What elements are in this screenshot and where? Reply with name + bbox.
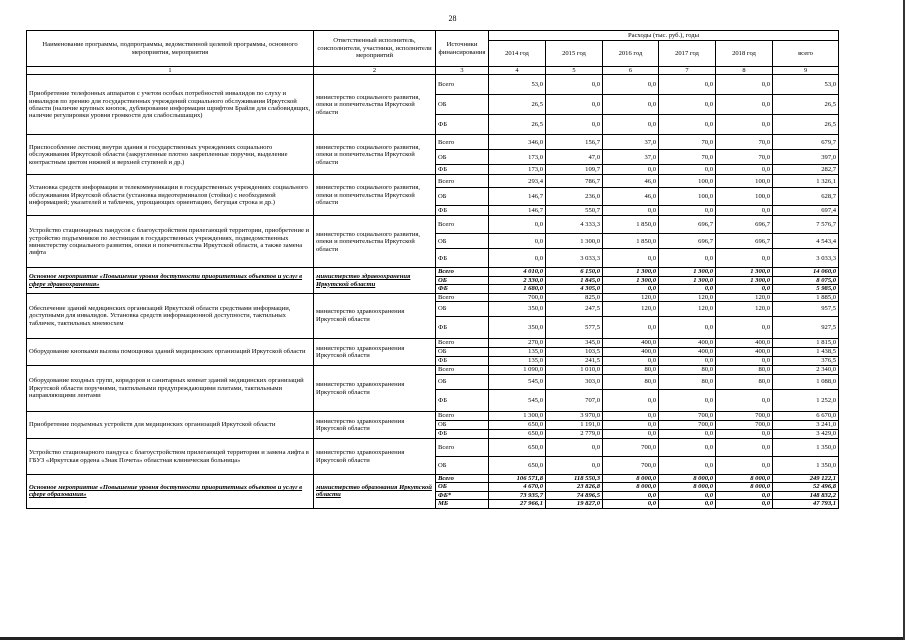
table-row <box>27 268 839 276</box>
total-value: 53,0 <box>773 75 839 95</box>
total-value: 1 350,0 <box>773 439 839 457</box>
year-value: 70,0 <box>716 135 773 150</box>
year-value: 0,0 <box>603 206 659 216</box>
table-row <box>27 439 839 457</box>
executor-name: министерство здравоохранения Иркутской области <box>314 339 436 366</box>
total-value: 1 326,1 <box>773 175 839 188</box>
total-value: 679,7 <box>773 135 839 150</box>
year-value: 1 090,0 <box>489 366 546 375</box>
year-value: 1 300,0 <box>716 276 773 284</box>
funding-source: Всего <box>436 439 489 457</box>
year-value: 8 000,0 <box>603 483 659 491</box>
year-value: 0,0 <box>716 249 773 268</box>
funding-source: Всего <box>436 175 489 188</box>
header-source: Источники финансирования <box>436 31 489 67</box>
funding-source: ОБ <box>436 348 489 357</box>
year-value: 696,7 <box>716 216 773 234</box>
funding-source: МБ <box>436 500 489 508</box>
year-value: 0,0 <box>546 439 603 457</box>
year-value: 3 970,0 <box>546 412 603 421</box>
total-value: 397,0 <box>773 150 839 165</box>
total-value: 26,5 <box>773 95 839 115</box>
year-value: 120,0 <box>659 302 716 317</box>
year-value: 786,7 <box>546 175 603 188</box>
year-value: 0,0 <box>716 357 773 366</box>
year-value: 700,0 <box>659 412 716 421</box>
measure-name: Основное мероприятие «Повышение уровня доступности приоритетных объектов и услуг в сфере образования» <box>27 475 314 509</box>
year-value: 0,0 <box>603 500 659 508</box>
year-value: 70,0 <box>659 150 716 165</box>
year-value: 0,0 <box>603 115 659 135</box>
year-value: 26,5 <box>489 115 546 135</box>
year-value: 8 000,0 <box>659 483 716 491</box>
year-value: 0,0 <box>489 216 546 234</box>
year-value: 0,0 <box>659 357 716 366</box>
year-value: 26,5 <box>489 95 546 115</box>
year-value: 27 966,1 <box>489 500 546 508</box>
year-value: 0,0 <box>716 165 773 175</box>
year-value: 0,0 <box>603 430 659 439</box>
year-value: 0,0 <box>659 206 716 216</box>
funding-source: ФБ <box>436 285 489 293</box>
header-year: 2014 год <box>489 41 546 67</box>
total-value: 628,7 <box>773 188 839 206</box>
year-value: 80,0 <box>603 366 659 375</box>
year-value: 650,0 <box>489 430 546 439</box>
year-value: 46,0 <box>603 175 659 188</box>
year-value: 8 000,0 <box>659 475 716 483</box>
year-value: 0,0 <box>489 249 546 268</box>
year-value: 696,7 <box>716 234 773 249</box>
year-value: 173,0 <box>489 165 546 175</box>
year-value: 1 680,0 <box>489 285 546 293</box>
year-value: 0,0 <box>603 75 659 95</box>
year-value: 0,0 <box>716 75 773 95</box>
year-value: 400,0 <box>716 339 773 348</box>
total-value: 6 670,0 <box>773 412 839 421</box>
year-value: 700,0 <box>603 457 659 475</box>
funding-source: ОБ <box>436 234 489 249</box>
year-value: 0,0 <box>659 115 716 135</box>
year-value: 1 850,0 <box>603 234 659 249</box>
year-value: 2 779,0 <box>546 430 603 439</box>
table-row <box>27 412 839 421</box>
table-row <box>27 175 839 188</box>
year-value: 4 670,0 <box>489 483 546 491</box>
year-value: 23 826,8 <box>546 483 603 491</box>
year-value: 1 010,0 <box>546 366 603 375</box>
year-value: 80,0 <box>603 375 659 390</box>
measure-name: Обеспечение зданий медицинских организаций Иркутской области средствами информации, доступными для инвалидов. Установка средств информационной доступности, тактильных табличек, тактильных мнемосхем <box>27 293 314 338</box>
year-value: 47,0 <box>546 150 603 165</box>
col-number: 4 <box>489 67 546 75</box>
total-value: 1 088,0 <box>773 375 839 390</box>
col-number: 2 <box>314 67 436 75</box>
year-value: 8 000,0 <box>716 475 773 483</box>
total-value: 1 885,0 <box>773 293 839 301</box>
total-value: 1 252,0 <box>773 390 839 412</box>
year-value: 400,0 <box>603 339 659 348</box>
executor-name: министерство образования Иркутской области <box>314 475 436 509</box>
year-value: 0,0 <box>603 249 659 268</box>
funding-source: Всего <box>436 412 489 421</box>
year-value: 700,0 <box>716 421 773 430</box>
funding-source: ОБ <box>436 150 489 165</box>
year-value: 120,0 <box>716 293 773 301</box>
year-value: 120,0 <box>603 302 659 317</box>
year-value: 247,5 <box>546 302 603 317</box>
year-value: 545,0 <box>489 390 546 412</box>
year-value: 400,0 <box>659 339 716 348</box>
table-row <box>27 339 839 348</box>
year-value: 700,0 <box>716 412 773 421</box>
year-value: 550,7 <box>546 206 603 216</box>
year-value: 400,0 <box>659 348 716 357</box>
header-program: Наименование программы, подпрограммы, ведомственной целевой программы, основного мероприятия, мероприятия <box>27 31 314 67</box>
year-value: 700,0 <box>489 293 546 301</box>
year-value: 0,0 <box>603 165 659 175</box>
year-value: 400,0 <box>716 348 773 357</box>
col-number: 8 <box>716 67 773 75</box>
year-value: 120,0 <box>603 293 659 301</box>
year-value: 70,0 <box>716 150 773 165</box>
year-value: 73 935,7 <box>489 491 546 499</box>
measure-name: Приобретение телефонных аппаратов с учетом особых потребностей инвалидов по слуху и инвалидов по зрению для государственных учреждений социального обслуживания Иркутской области (наличие крупных кнопок, дублирование информации шрифтом Брайля для слабовидящих, наличие регулировки уровня громкости для слабослышащих) <box>27 75 314 135</box>
year-value: 293,4 <box>489 175 546 188</box>
year-value: 650,0 <box>489 439 546 457</box>
executor-name: министерство социального развития, опеки и попечительства Иркутской области <box>314 75 436 135</box>
year-value: 346,0 <box>489 135 546 150</box>
year-value: 345,0 <box>546 339 603 348</box>
total-value: 7 576,7 <box>773 216 839 234</box>
executor-name: министерство здравоохранения Иркутской области <box>314 268 436 293</box>
year-value: 236,0 <box>546 188 603 206</box>
total-value: 1 438,5 <box>773 348 839 357</box>
header-year: 2016 год <box>603 41 659 67</box>
total-value: 47 793,1 <box>773 500 839 508</box>
year-value: 156,7 <box>546 135 603 150</box>
year-value: 0,0 <box>659 285 716 293</box>
year-value: 0,0 <box>716 285 773 293</box>
header-expenses: Расходы (тыс. руб.), годы <box>489 31 839 41</box>
year-value: 707,0 <box>546 390 603 412</box>
header-year: 2015 год <box>546 41 603 67</box>
year-value: 0,0 <box>603 421 659 430</box>
year-value: 1 300,0 <box>659 276 716 284</box>
year-value: 700,0 <box>603 439 659 457</box>
funding-source: Всего <box>436 135 489 150</box>
year-value: 100,0 <box>659 188 716 206</box>
page-number: 28 <box>448 14 457 23</box>
year-value: 1 191,0 <box>546 421 603 430</box>
header-year: 2017 год <box>659 41 716 67</box>
measure-name: Оборудование кнопками вызова помощника зданий медицинских организаций Иркутской области <box>27 339 314 366</box>
measure-name: Установка средств информации и телекоммуникации в государственных учреждениях социального обслуживания Иркутской области (установка видеотерминалов (стойки) с необходимой информацией; указателей и табличек, упрощающих ориентацию, бегущая строка и др.) <box>27 175 314 216</box>
year-value: 146,7 <box>489 188 546 206</box>
table-body <box>27 75 839 508</box>
table-row <box>27 366 839 375</box>
funding-source: ФБ <box>436 115 489 135</box>
measure-name: Оборудование входных групп, коридоров и санитарных комнат зданий медицинских организаций Иркутской области поручнями, тактильными предупреждающими плитами, тактильными направляющими лентами <box>27 366 314 412</box>
table-row <box>27 135 839 150</box>
year-value: 0,0 <box>716 206 773 216</box>
year-value: 0,0 <box>546 75 603 95</box>
funding-source: ФБ <box>436 206 489 216</box>
year-value: 80,0 <box>716 366 773 375</box>
executor-name: министерство социального развития, опеки и попечительства Иркутской области <box>314 175 436 216</box>
year-value: 0,0 <box>659 75 716 95</box>
total-value: 8 075,0 <box>773 276 839 284</box>
year-value: 0,0 <box>603 412 659 421</box>
funding-source: Всего <box>436 268 489 276</box>
total-value: 3 241,0 <box>773 421 839 430</box>
year-value: 0,0 <box>659 491 716 499</box>
executor-name: министерство здравоохранения Иркутской области <box>314 366 436 412</box>
measure-name: Устройство стационарных пандусов с благоустройством прилегающей территории, приобретение и устройство подъемников по лестницам в государственных учреждениях, подведомственных министерству социального развития, опеки и попечительства Иркутской области, а также замена лифта <box>27 216 314 268</box>
year-value: 80,0 <box>659 366 716 375</box>
funding-source: ОБ <box>436 457 489 475</box>
total-value: 148 832,2 <box>773 491 839 499</box>
year-value: 0,0 <box>659 317 716 339</box>
total-value: 5 985,0 <box>773 285 839 293</box>
year-value: 0,0 <box>659 439 716 457</box>
header-year: 2018 год <box>716 41 773 67</box>
year-value: 1 300,0 <box>489 412 546 421</box>
year-value: 0,0 <box>603 317 659 339</box>
funding-source: Всего <box>436 366 489 375</box>
year-value: 0,0 <box>659 457 716 475</box>
year-value: 0,0 <box>546 115 603 135</box>
total-value: 2 340,0 <box>773 366 839 375</box>
year-value: 106 571,8 <box>489 475 546 483</box>
year-value: 46,0 <box>603 188 659 206</box>
funding-source: ФБ <box>436 165 489 175</box>
year-value: 400,0 <box>603 348 659 357</box>
funding-source: Всего <box>436 216 489 234</box>
total-value: 282,7 <box>773 165 839 175</box>
year-value: 135,0 <box>489 348 546 357</box>
year-value: 0,0 <box>546 457 603 475</box>
funding-source: ОБ <box>436 302 489 317</box>
year-value: 0,0 <box>716 430 773 439</box>
table-row <box>27 475 839 483</box>
year-value: 0,0 <box>603 357 659 366</box>
year-value: 2 330,0 <box>489 276 546 284</box>
executor-name: министерство здравоохранения Иркутской области <box>314 412 436 439</box>
funding-source: Всего <box>436 75 489 95</box>
total-value: 697,4 <box>773 206 839 216</box>
year-value: 0,0 <box>603 285 659 293</box>
year-value: 241,5 <box>546 357 603 366</box>
year-value: 1 300,0 <box>716 268 773 276</box>
year-value: 0,0 <box>716 457 773 475</box>
year-value: 303,0 <box>546 375 603 390</box>
year-value: 0,0 <box>716 491 773 499</box>
total-value: 957,5 <box>773 302 839 317</box>
executor-name: министерство здравоохранения Иркутской области <box>314 293 436 338</box>
year-value: 8 000,0 <box>716 483 773 491</box>
year-value: 0,0 <box>659 95 716 115</box>
total-value: 52 496,8 <box>773 483 839 491</box>
year-value: 135,0 <box>489 357 546 366</box>
year-value: 118 550,3 <box>546 475 603 483</box>
header-total: всего <box>773 41 839 67</box>
table-row <box>27 75 839 95</box>
year-value: 545,0 <box>489 375 546 390</box>
year-value: 577,5 <box>546 317 603 339</box>
year-value: 120,0 <box>716 302 773 317</box>
year-value: 100,0 <box>659 175 716 188</box>
total-value: 927,5 <box>773 317 839 339</box>
year-value: 173,0 <box>489 150 546 165</box>
year-value: 0,0 <box>716 390 773 412</box>
year-value: 53,0 <box>489 75 546 95</box>
year-value: 70,0 <box>659 135 716 150</box>
year-value: 6 150,0 <box>546 268 603 276</box>
executor-name: министерство здравоохранения Иркутской области <box>314 439 436 475</box>
year-value: 100,0 <box>716 175 773 188</box>
year-value: 0,0 <box>716 317 773 339</box>
total-value: 376,5 <box>773 357 839 366</box>
year-value: 103,5 <box>546 348 603 357</box>
year-value: 80,0 <box>716 375 773 390</box>
year-value: 0,0 <box>659 165 716 175</box>
year-value: 100,0 <box>716 188 773 206</box>
year-value: 146,7 <box>489 206 546 216</box>
year-value: 4 010,0 <box>489 268 546 276</box>
year-value: 1 300,0 <box>546 234 603 249</box>
funding-source: ФБ <box>436 357 489 366</box>
year-value: 74 896,5 <box>546 491 603 499</box>
year-value: 0,0 <box>603 95 659 115</box>
year-value: 0,0 <box>489 234 546 249</box>
funding-source: ФБ <box>436 249 489 268</box>
col-number: 9 <box>773 67 839 75</box>
funding-source: Всего <box>436 339 489 348</box>
funding-source: ФБ <box>436 430 489 439</box>
year-value: 1 300,0 <box>603 268 659 276</box>
year-value: 8 000,0 <box>603 475 659 483</box>
funding-source: ФБ <box>436 390 489 412</box>
total-value: 249 122,1 <box>773 475 839 483</box>
funding-source: ФБ <box>436 317 489 339</box>
total-value: 4 543,4 <box>773 234 839 249</box>
year-value: 1 300,0 <box>603 276 659 284</box>
year-value: 350,0 <box>489 317 546 339</box>
year-value: 700,0 <box>659 421 716 430</box>
funding-source: Всего <box>436 293 489 301</box>
year-value: 696,7 <box>659 234 716 249</box>
year-value: 0,0 <box>716 439 773 457</box>
measure-name: Приспособление лестниц внутри здания в государственных учреждениях социального обслуживания Иркутской области (закругленные плотно закрепленные поручни, выделение контрастным цветом нижней и верхней ступеней и др.) <box>27 135 314 175</box>
year-value: 0,0 <box>603 390 659 412</box>
year-value: 3 033,3 <box>546 249 603 268</box>
year-value: 19 827,0 <box>546 500 603 508</box>
col-number: 7 <box>659 67 716 75</box>
year-value: 1 300,0 <box>659 268 716 276</box>
year-value: 0,0 <box>659 500 716 508</box>
funding-source: ОБ <box>436 421 489 430</box>
funding-source: ОБ <box>436 276 489 284</box>
funding-source: ОБ <box>436 188 489 206</box>
col-number: 1 <box>27 67 314 75</box>
table-row <box>27 216 839 234</box>
measure-name: Приобретение подъемных устройств для медицинских организаций Иркутской области <box>27 412 314 439</box>
year-value: 350,0 <box>489 302 546 317</box>
year-value: 825,0 <box>546 293 603 301</box>
col-number: 3 <box>436 67 489 75</box>
year-value: 1 845,0 <box>546 276 603 284</box>
total-value: 26,5 <box>773 115 839 135</box>
year-value: 270,0 <box>489 339 546 348</box>
executor-name: министерство социального развития, опеки и попечительства Иркутской области <box>314 216 436 268</box>
col-number: 5 <box>546 67 603 75</box>
year-value: 120,0 <box>659 293 716 301</box>
year-value: 650,0 <box>489 421 546 430</box>
total-value: 1 815,0 <box>773 339 839 348</box>
year-value: 4 305,0 <box>546 285 603 293</box>
funding-source: ОБ <box>436 483 489 491</box>
year-value: 650,0 <box>489 457 546 475</box>
year-value: 0,0 <box>659 390 716 412</box>
year-value: 37,0 <box>603 135 659 150</box>
col-number: 6 <box>603 67 659 75</box>
year-value: 37,0 <box>603 150 659 165</box>
year-value: 4 333,3 <box>546 216 603 234</box>
year-value: 0,0 <box>716 115 773 135</box>
year-value: 0,0 <box>546 95 603 115</box>
executor-name: министерство социального развития, опеки и попечительства Иркутской области <box>314 135 436 175</box>
total-value: 1 350,0 <box>773 457 839 475</box>
year-value: 696,7 <box>659 216 716 234</box>
year-value: 0,0 <box>716 500 773 508</box>
table-row <box>27 293 839 301</box>
measure-name: Основное мероприятие «Повышение уровня доступности приоритетных объектов и услуг в сфере здравоохранения» <box>27 268 314 293</box>
total-value: 3 429,0 <box>773 430 839 439</box>
year-value: 0,0 <box>716 95 773 115</box>
year-value: 0,0 <box>603 491 659 499</box>
measure-name: Устройство стационарного пандуса с благоустройством прилегающей территории и замена лифта в ГБУЗ «Иркутская ордена «Знак Почета» областная клиническая больница» <box>27 439 314 475</box>
funding-source: ФБ* <box>436 491 489 499</box>
year-value: 80,0 <box>659 375 716 390</box>
funding-source: ОБ <box>436 375 489 390</box>
total-value: 3 033,3 <box>773 249 839 268</box>
budget-table <box>26 30 839 509</box>
year-value: 0,0 <box>659 430 716 439</box>
total-value: 14 060,0 <box>773 268 839 276</box>
header-executor: Ответственный исполнитель, соисполнители, участники, исполнители мероприятий <box>314 31 436 67</box>
funding-source: ОБ <box>436 95 489 115</box>
funding-source: Всего <box>436 475 489 483</box>
year-value: 0,0 <box>659 249 716 268</box>
year-value: 1 850,0 <box>603 216 659 234</box>
year-value: 109,7 <box>546 165 603 175</box>
